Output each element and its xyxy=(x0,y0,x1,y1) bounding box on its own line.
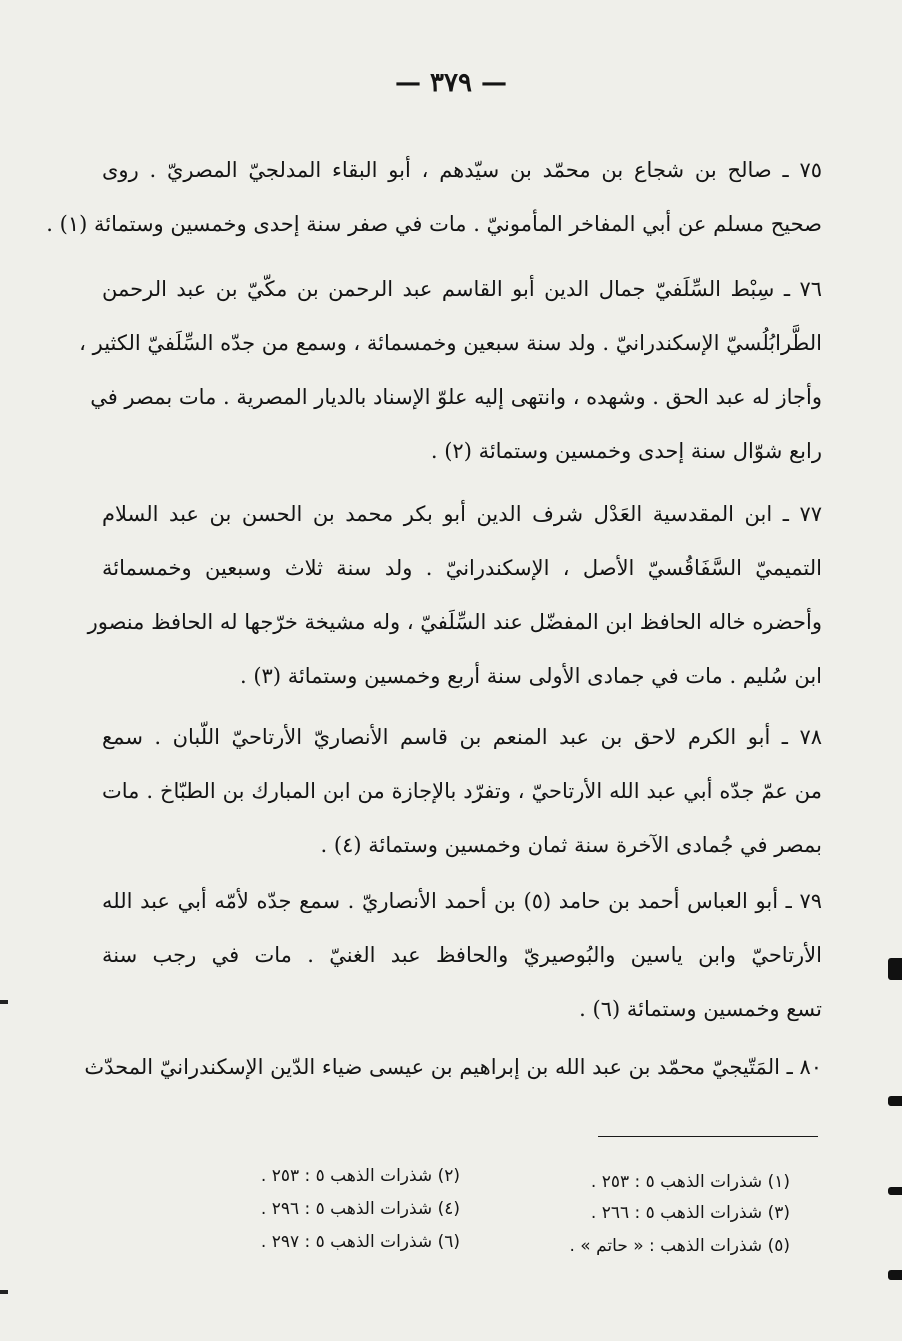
entry-78-line-2: من عمّ جدّه أبي عبد الله الأرتاحيّ ، وتفرّد بالإجازة من ابن المبارك بن الطبّاخ . مات xyxy=(102,779,822,803)
entry-79-line-3: تسع وخمسين وستمائة (٦) . xyxy=(579,997,822,1021)
footnote-1: (١) شذرات الذهب ٥ : ٢٥٣ . xyxy=(590,1172,790,1192)
footnote-2: (٢) شذرات الذهب ٥ : ٢٥٣ . xyxy=(260,1166,460,1186)
entry-77-line-2: التميميّ السَّفَاقُسيّ الأصل ، الإسكندرانيّ . ولد سنة ثلاث وسبعين وخمسمائة xyxy=(102,556,822,580)
footnote-5: (٥) شذرات الذهب : « حاتم » . xyxy=(569,1236,790,1256)
page-number: — ٣٧٩ — xyxy=(394,68,508,98)
footnote-3: (٣) شذرات الذهب ٥ : ٢٦٦ . xyxy=(590,1203,790,1223)
entry-77-line-4: ابن سُليم . مات في جمادى الأولى سنة أربع وخمسين وستمائة (٣) . xyxy=(240,664,822,688)
entry-80-line-1: ٨٠ ـ المَتّيجيّ محمّد بن عبد الله بن إبراهيم بن عيسى ضياء الدّين الإسكندرانيّ المحدّث xyxy=(84,1055,822,1079)
entry-76-line-3: وأجاز له عبد الحق . وشهده ، وانتهى إليه علوّ الإسناد بالديار المصرية . مات بمصر في xyxy=(90,385,822,409)
entry-80 xyxy=(84,1040,822,1094)
entry-77-line-3: وأحضره خاله الحافظ ابن المفضّل عند السِّلَفيّ ، وله مشيخة خرّجها له الحافظ منصور xyxy=(87,610,822,634)
entry-76 xyxy=(79,262,822,478)
footnote-4: (٤) شذرات الذهب ٥ : ٢٩٦ . xyxy=(260,1199,460,1219)
entry-78-line-1: ٧٨ ـ أبو الكرم لاحق بن عبد المنعم بن قاسم الأنصاريّ الأرتاحيّ اللّبان . سمع xyxy=(102,725,822,749)
entry-77-line-1: ٧٧ ـ ابن المقدسية العَدْل شرف الدين أبو بكر محمد بن الحسن بن عبد السلام xyxy=(102,502,822,526)
footnote-divider xyxy=(598,1136,818,1137)
entry-76-line-1: ٧٦ ـ سِبْط السِّلَفيّ جمال الدين أبو القاسم عبد الرحمن بن مكّيّ بن عبد الرحمن xyxy=(102,277,822,301)
entry-76-line-2: الطَّرابُلُسيّ الإسكندرانيّ . ولد سنة سبعين وخمسمائة ، وسمع من جدّه السِّلَفيّ الكثير ، xyxy=(79,331,822,355)
entry-75 xyxy=(46,143,822,251)
entry-75-line-1: ٧٥ ـ صالح بن شجاع بن محمّد بن سيّدهم ، أبو البقاء المدلجيّ المصريّ . روى xyxy=(102,158,822,182)
entry-77 xyxy=(87,487,822,703)
entry-79-line-1: ٧٩ ـ أبو العباس أحمد بن حامد (٥) بن أحمد الأنصاريّ . سمع جدّه لأمّه أبي عبد الله xyxy=(102,889,822,913)
entry-75-line-2: صحيح مسلم عن أبي المفاخر المأمونيّ . مات في صفر سنة إحدى وخمسين وستمائة (١) . xyxy=(46,212,822,236)
entry-79 xyxy=(102,874,822,1036)
entry-79-line-2: الأرتاحيّ وابن ياسين والبُوصيريّ والحافظ عبد الغنيّ . مات في رجب سنة xyxy=(102,943,822,967)
footnote-6: (٦) شذرات الذهب ٥ : ٢٩٧ . xyxy=(260,1232,460,1252)
entry-78 xyxy=(102,710,822,872)
entry-78-line-3: بمصر في جُمادى الآخرة سنة ثمان وخمسين وستمائة (٤) . xyxy=(320,833,822,857)
entry-76-line-4: رابع شوّال سنة إحدى وخمسين وستمائة (٢) . xyxy=(430,439,822,463)
